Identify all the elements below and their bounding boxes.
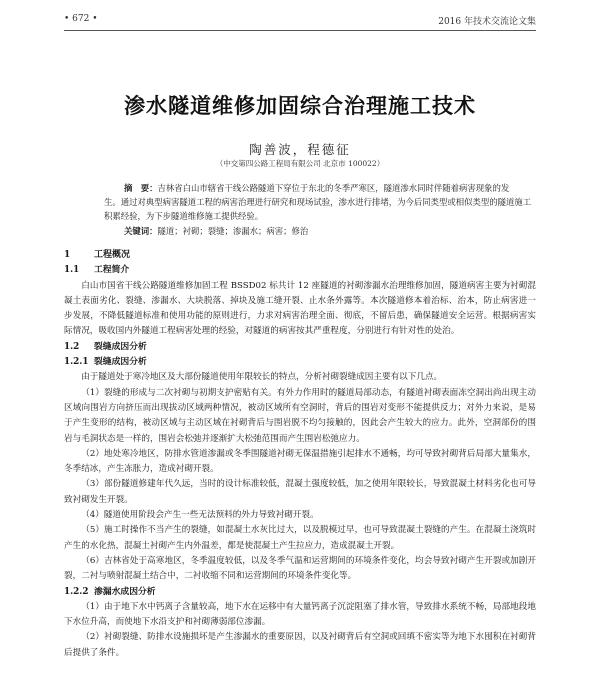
abstract-label: 摘 要： xyxy=(124,183,158,193)
subsubsection-heading: 1.2.1 裂缝成因分析 xyxy=(64,357,147,368)
subsection-heading: 1.1 工程简介 xyxy=(64,265,130,276)
subsection-heading: 1.2 裂缝成因分析 xyxy=(64,341,147,352)
paragraph: （2）地处寒冷地区，防排水管道渗漏或冬季围隧道衬砌无保温措施引起排水不通畅，均可导致衬砌背后局部大量集水，冬季结冰，产生冻胀力，造成衬砌开裂。 xyxy=(64,448,536,475)
paragraph: 由于隧道处于寒冷地区及大部份隧道使用年限较长的特点，分析衬砌裂缝成因主要有以下几点。 xyxy=(81,372,443,383)
abstract xyxy=(104,181,536,223)
body-text xyxy=(64,248,536,661)
abstract-line: 摘 要：吉林省白山市辖省干线公路隧道下穿位于东北的冬季严寒区，隧道渗水同时伴随着病害现象的发 xyxy=(124,183,510,193)
page-number: • 672 • xyxy=(64,14,98,24)
section-heading: 1 工程概况 xyxy=(64,250,131,260)
paragraph: （2）衬砌裂缝、防排水设施损坏是产生渗漏水的重要原因，以及衬砌背后有空洞或回填不密实等为地下水囤积在衬砌背后提供了条件。 xyxy=(64,632,536,658)
affiliation: （中交第四公路工程局有限公司 北京市 100022） xyxy=(215,159,385,168)
paragraph: （4）隧道使用阶段会产生一些无法预料的外力导致衬砌开裂。 xyxy=(81,510,319,521)
paragraph: （5）施工时操作不当产生的裂缝，如混凝土水灰比过大，以及脱模过早，也可导致混凝土裂缝的产生。在混凝土浇筑时产生的水化热，混凝土衬砌产生内外温差，都是使混凝土产生拉应力，造成混凝土开裂。 xyxy=(64,525,536,551)
paragraph: （1）由于地下水中钙离子含量较高，地下水在运移中有大量钙离子沉淀阻塞了排水管，导致排水系统不畅，局部地段地下水位升高，而使地下水沿支护和衬砌薄弱部位渗漏。 xyxy=(64,601,536,628)
authors: 陶善波，程德征 xyxy=(249,142,351,157)
keywords-text: 隧道；衬砌；裂缝；渗漏水；病害；修治 xyxy=(157,226,309,236)
subsubsection-heading: 1.2.2 渗漏水成因分析 xyxy=(64,586,156,597)
running-header xyxy=(64,12,536,28)
keywords xyxy=(104,224,536,238)
paragraph: （1）裂缝的形成与二次衬砌与初期支护密贴有关。有外力作用时的隧道局部动态，有隧道衬砌表面冻空洞出尚出现主动区域向围岩方向挤压而出现拔动区域两种情况，被动区域所有空洞时，背后的围岩对变形不能提供反力；对外力来说，是易于产生变形的结构，被动区域与主动区域在衬砌背后与围岩脱不均匀接触的，因此会产生较大的应力。此外，空洞部份的围岩与毛洞状态是一样的，围岩会松弛并逐渐扩大松弛范围而产生围岩松弛应力。 xyxy=(64,387,536,444)
abstract-line: 积累经验，为下步隧道维修施工提供经验。 xyxy=(104,211,264,221)
header-rule xyxy=(64,30,536,31)
abstract-line: 生。通过对典型病害隧道工程的病害治理进行研究和现场试验，渗水进行排堵，为今后同类型或相似类型的隧道施工 xyxy=(104,197,532,207)
paper-title: 渗水隧道维修加固综合治理施工技术 xyxy=(124,93,476,118)
paragraph: 白山市国省干线公路隧道维修加固工程 BSSD02 标共计 12 座隧道的衬砌渗漏水治理维修加固，隧道病害主要为衬砌混凝土表面劣化、裂缝、渗漏水、大块脱落、掉块及施工缝开裂、止水条外露等。本次隧道修本着治标、治本，防止病害进一步发展，不降低隧道标准和使用功能的原则进行，力求对病害治理全面、彻底，不留后患，确保隧道安全运营。根据病害实际情况，吸收国内外隧道工程病害处理的经验，对隧道的病害按其严重程度，分别进行有针对性的处治。 xyxy=(64,280,536,337)
journal-name: 2016 年技术交流论文集 xyxy=(438,17,536,27)
paragraph: （3）部份隧道修建年代久远，当时的设计标准较低，混凝土强度较低，加之使用年限较长，导致混凝土材料劣化也可导致衬砌发生开裂。 xyxy=(64,479,536,505)
keywords-label: 关键词： xyxy=(124,226,158,236)
paragraph: （6）吉林省处于高寒地区，冬季温度较低，以及冬季气温和运营期间的环境条件变化，均会导致衬砌产生开裂或加剧开裂，二衬与喷射混凝土结合中，二衬收缩不同和运营期间的环境条件变化等。 xyxy=(64,555,536,582)
